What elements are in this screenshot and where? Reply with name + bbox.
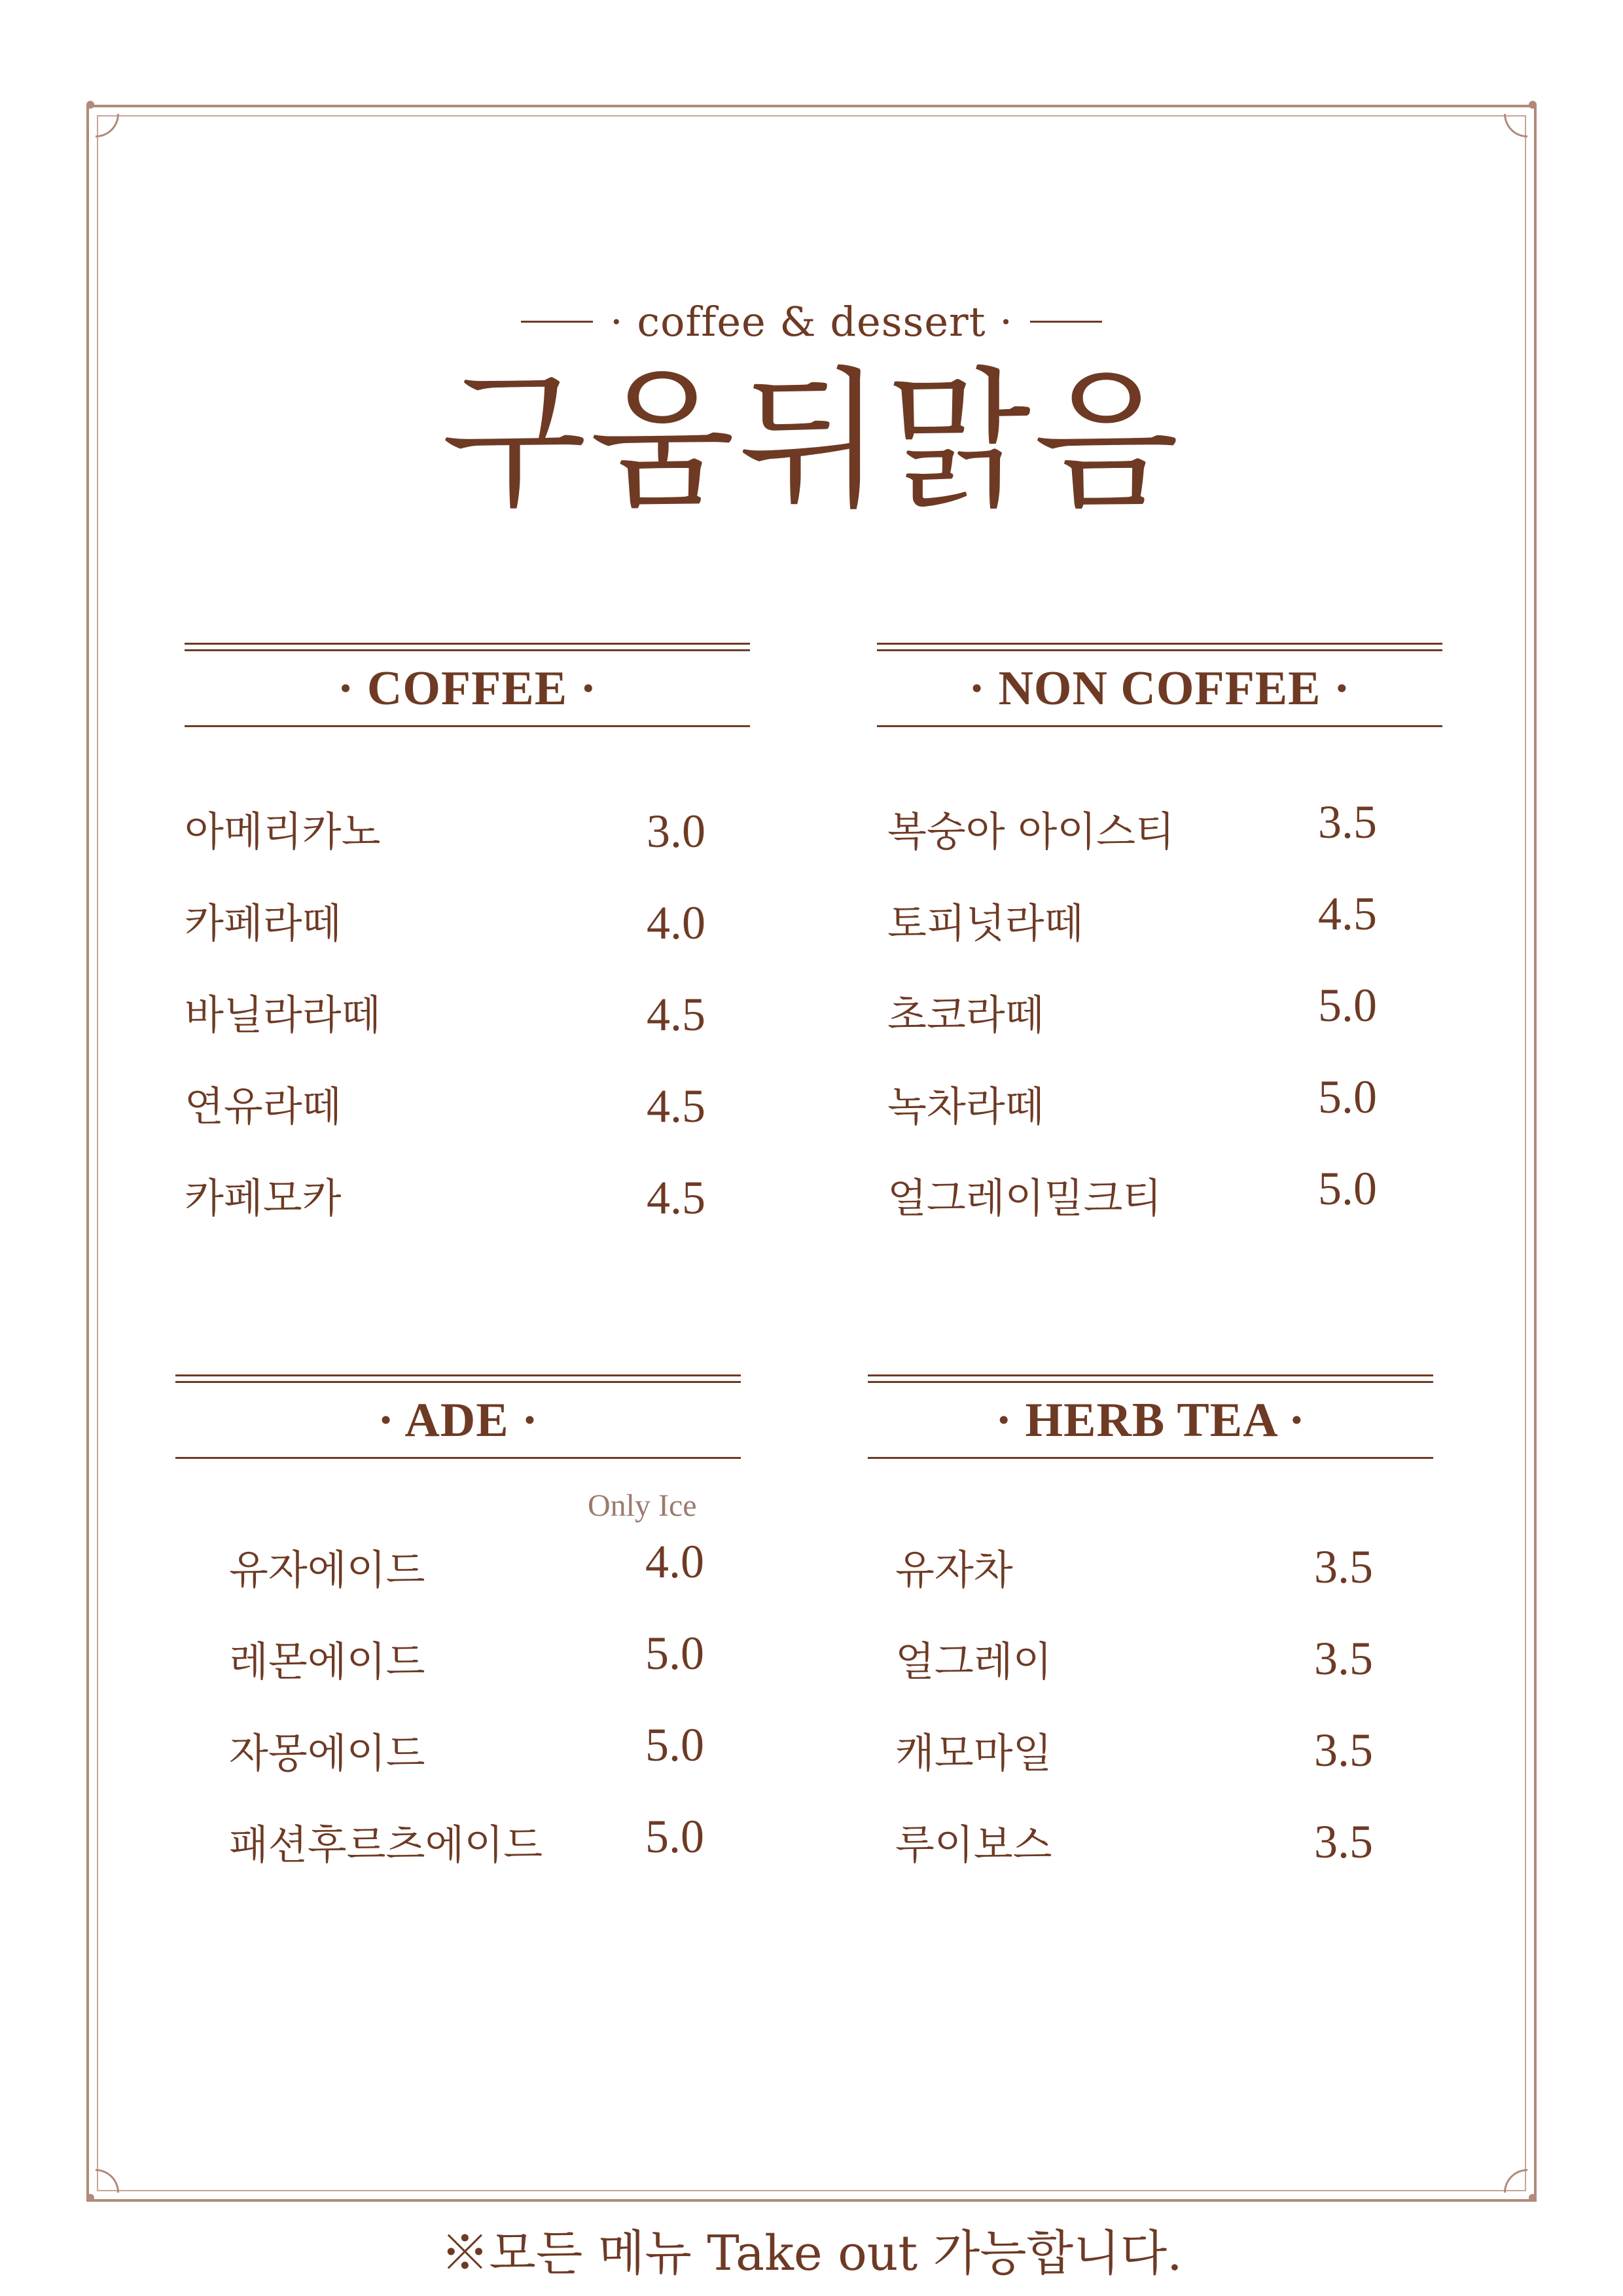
section-rule-double	[185, 643, 750, 652]
section-rule-double	[175, 1374, 741, 1384]
corner-ornament	[1529, 2194, 1537, 2202]
only-ice-note: Only Ice	[588, 1488, 697, 1523]
menu-item	[868, 1812, 1433, 1878]
menu-item-price: 3.0	[647, 805, 705, 857]
menu-item-name: 초코라떼	[887, 991, 1044, 1039]
shop-title: 구움뒤맑음	[441, 354, 1182, 529]
menu-item-price: 4.0	[645, 1535, 704, 1588]
section-rule	[185, 725, 750, 727]
section-rule	[175, 1457, 741, 1459]
subtitle: · coffee & dessert ·	[609, 297, 1014, 346]
subtitle-row	[0, 292, 1623, 351]
section-heading: · NON COFFEE ·	[969, 661, 1351, 715]
menu-item	[185, 799, 750, 865]
menu-item-name: 캐모마일	[895, 1729, 1052, 1777]
menu-item	[868, 1721, 1433, 1786]
menu-item-name: 연유라떼	[185, 1083, 342, 1130]
section-non-coffee	[877, 643, 1442, 1222]
menu-item	[185, 982, 750, 1048]
menu-item-price: 5.0	[1318, 1071, 1377, 1123]
menu-item-price: 4.5	[1318, 888, 1377, 940]
menu-item-price: 5.0	[645, 1810, 704, 1863]
menu-item-price: 5.0	[645, 1627, 704, 1679]
section-rule-double	[877, 643, 1442, 652]
menu-item	[877, 979, 1442, 1048]
menu-item-name: 얼그레이	[895, 1638, 1052, 1685]
menu-item-price: 3.5	[1314, 1632, 1373, 1685]
menu-item	[877, 1162, 1442, 1231]
menu-item	[185, 891, 750, 956]
menu-item-name: 얼그레이밀크티	[887, 1174, 1162, 1222]
menu-item-price: 4.5	[647, 1172, 705, 1224]
menu-item-name: 유자차	[895, 1546, 1013, 1594]
menu-item	[868, 1537, 1433, 1603]
menu-item-price: 3.5	[1318, 796, 1377, 848]
menu-item-name: 녹차라떼	[887, 1083, 1044, 1130]
menu-item-price: 4.0	[647, 897, 705, 949]
menu-item	[185, 1074, 750, 1139]
subtitle-rule-right	[1030, 321, 1102, 323]
menu-item-price: 3.5	[1314, 1816, 1373, 1868]
corner-ornament	[1529, 101, 1537, 109]
menu-item-price: 4.5	[647, 1080, 705, 1132]
section-rule	[868, 1457, 1433, 1459]
menu-item	[175, 1537, 741, 1603]
corner-ornament	[86, 2194, 94, 2202]
section-herb-tea	[868, 1374, 1433, 1869]
menu-item	[175, 1629, 741, 1695]
menu-item	[175, 1812, 741, 1878]
menu-item	[877, 888, 1442, 956]
corner-ornament	[86, 101, 94, 109]
menu-item	[175, 1721, 741, 1786]
menu-item-price: 5.0	[645, 1719, 704, 1771]
menu-item	[877, 1071, 1442, 1139]
menu-item-name: 아메리카노	[185, 808, 381, 855]
section-ade	[175, 1374, 741, 1869]
menu-item	[868, 1629, 1433, 1695]
menu-item-name: 복숭아 아이스티	[887, 808, 1175, 855]
menu-item-name: 유자에이드	[229, 1546, 425, 1594]
menu-item-name: 패션후르츠에이드	[229, 1821, 543, 1869]
menu-item	[877, 796, 1442, 865]
menu-item-price: 4.5	[647, 988, 705, 1041]
section-heading: · ADE ·	[378, 1393, 539, 1447]
menu-item-price: 3.5	[1314, 1541, 1373, 1593]
menu-item-name: 카페라떼	[185, 899, 342, 947]
section-rule-double	[868, 1374, 1433, 1384]
menu-item-name: 자몽에이드	[229, 1729, 425, 1777]
menu-item-price: 5.0	[1318, 979, 1377, 1031]
menu-item	[185, 1166, 750, 1231]
takeout-notice: ※모든 메뉴 Take out 가능합니다.	[440, 2225, 1183, 2282]
section-rule	[877, 725, 1442, 727]
subtitle-rule-left	[521, 321, 593, 323]
menu-item-name: 루이보스	[895, 1821, 1052, 1869]
menu-item-price: 5.0	[1318, 1162, 1377, 1215]
menu-item-name: 토피넛라떼	[887, 899, 1084, 947]
section-heading: · COFFEE ·	[337, 661, 597, 715]
section-coffee	[185, 643, 750, 1224]
menu-item-name: 카페모카	[185, 1174, 342, 1222]
menu-item-name: 레몬에이드	[229, 1638, 425, 1685]
menu-item-name: 바닐라라떼	[185, 991, 381, 1039]
section-heading: · HERB TEA ·	[995, 1393, 1306, 1447]
menu-item-price: 3.5	[1314, 1724, 1373, 1776]
